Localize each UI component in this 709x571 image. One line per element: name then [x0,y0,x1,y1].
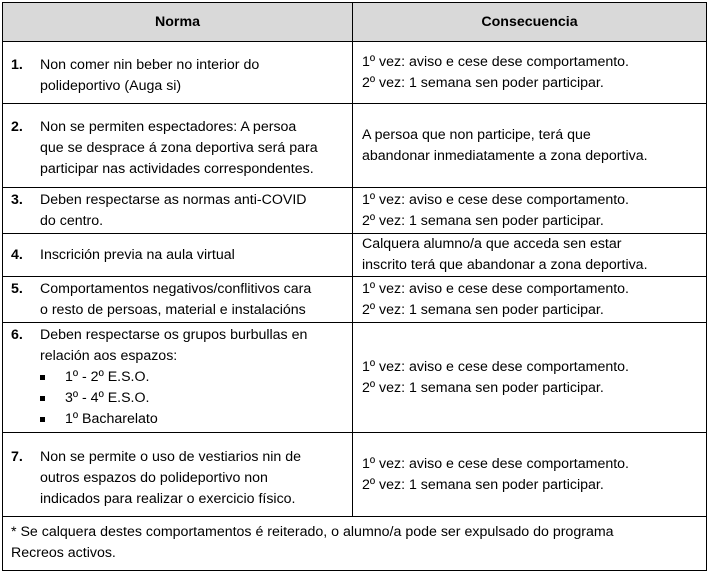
norma-cell [3,433,353,517]
rule-number: 2. [11,118,23,135]
list-item [11,388,346,409]
consequence-text: 2º vez: 1 semana sen poder participar. [362,74,604,91]
norma-cell [3,323,353,433]
header-norma: Norma [3,3,353,42]
footer-line: Recreos activos. [11,545,116,561]
consequence-text: 1º vez: aviso e cese dese comportamento. [362,455,629,472]
footer-note [3,517,707,571]
consequence-text: 1º vez: aviso e cese dese comportamento. [362,191,629,208]
group-label: 3º - 4º E.S.O. [65,390,150,406]
rule-number: 1. [11,57,23,73]
consecuencia-cell [353,277,707,323]
consecuencia-cell [353,188,707,234]
norma-cell [3,188,353,234]
rule-text: Comportamentos negativos/conflitivos cara [40,281,312,297]
consequence-text: 1º vez: aviso e cese dese comportamento. [362,358,629,375]
rule-text: Deben respectarse os grupos burbullas en [40,327,308,343]
rule-text: Non se permite o uso de vestiarios nin de [40,448,302,465]
norma-cell [3,277,353,323]
rule-text: Non comer nin beber no interior do [40,57,260,73]
table-row [3,188,707,234]
rule-text: relación aos espazos: [40,348,178,364]
rule-text: o resto de persoas, material e instalacións [40,302,306,318]
rule-text: Inscrición previa na aula virtual [40,246,235,263]
norma-cell [3,104,353,188]
rule-text: que se desprace á zona deportiva será para [40,139,318,156]
rule-text: Deben respectarse as normas anti-COVID [40,192,307,208]
group-label: 1º Bacharelato [65,411,158,427]
square-bullet-icon [40,375,45,380]
header-row [3,3,707,42]
rule-number: 5. [11,281,23,297]
rule-text: outros espazos do polideportivo non [40,469,268,486]
consecuencia-cell [353,433,707,517]
rule-number: 3. [11,192,23,208]
footer-row [3,517,707,571]
group-label: 1º - 2º E.S.O. [65,369,150,385]
rule-text: participar nas actividades correspondentes. [40,160,314,177]
table-row [3,104,707,188]
table-row [3,42,707,104]
consequence-text: abandonar inmediatamente a zona deportiva. [362,147,648,164]
consequence-text: 1º vez: aviso e cese dese comportamento. [362,280,629,297]
list-item [11,409,346,430]
consequence-text: 2º vez: 1 semana sen poder participar. [362,301,604,318]
square-bullet-icon [40,396,45,401]
footer-line: * Se calquera destes comportamentos é reiterado, o alumno/a pode ser expulsado do programa [11,524,614,540]
table-row [3,234,707,277]
consequence-text: 2º vez: 1 semana sen poder participar. [362,379,604,396]
rule-text: do centro. [40,213,104,229]
consequence-text: 1º vez: aviso e cese dese comportamento. [362,53,629,70]
rule-number: 7. [11,448,23,465]
rule-text: Non se permiten espectadores: A persoa [40,118,297,135]
list-item [11,367,346,388]
rule-text: polideportivo (Auga si) [40,78,182,94]
consequence-text: 2º vez: 1 semana sen poder participar. [362,212,604,229]
square-bullet-icon [40,417,45,422]
consecuencia-cell [353,104,707,188]
rule-text: indicados para realizar o exercicio físico. [40,490,296,507]
consecuencia-cell [353,42,707,104]
table-row [3,323,707,433]
consequence-text: A persoa que non participe, terá que [362,126,591,143]
consequence-text: 2º vez: 1 semana sen poder participar. [362,476,604,493]
norma-cell [3,234,353,277]
group-list [11,367,346,430]
rules-table [2,2,707,571]
consecuencia-cell [353,323,707,433]
rule-number: 4. [11,246,23,263]
consequence-text: inscrito terá que abandonar a zona deportiva. [362,257,648,273]
consecuencia-cell [353,234,707,277]
norma-cell [3,42,353,104]
table-row [3,433,707,517]
rule-number: 6. [11,327,23,343]
table-row [3,277,707,323]
header-consecuencia: Consecuencia [353,3,707,42]
consequence-text: Calquera alumno/a que acceda sen estar [362,236,622,252]
